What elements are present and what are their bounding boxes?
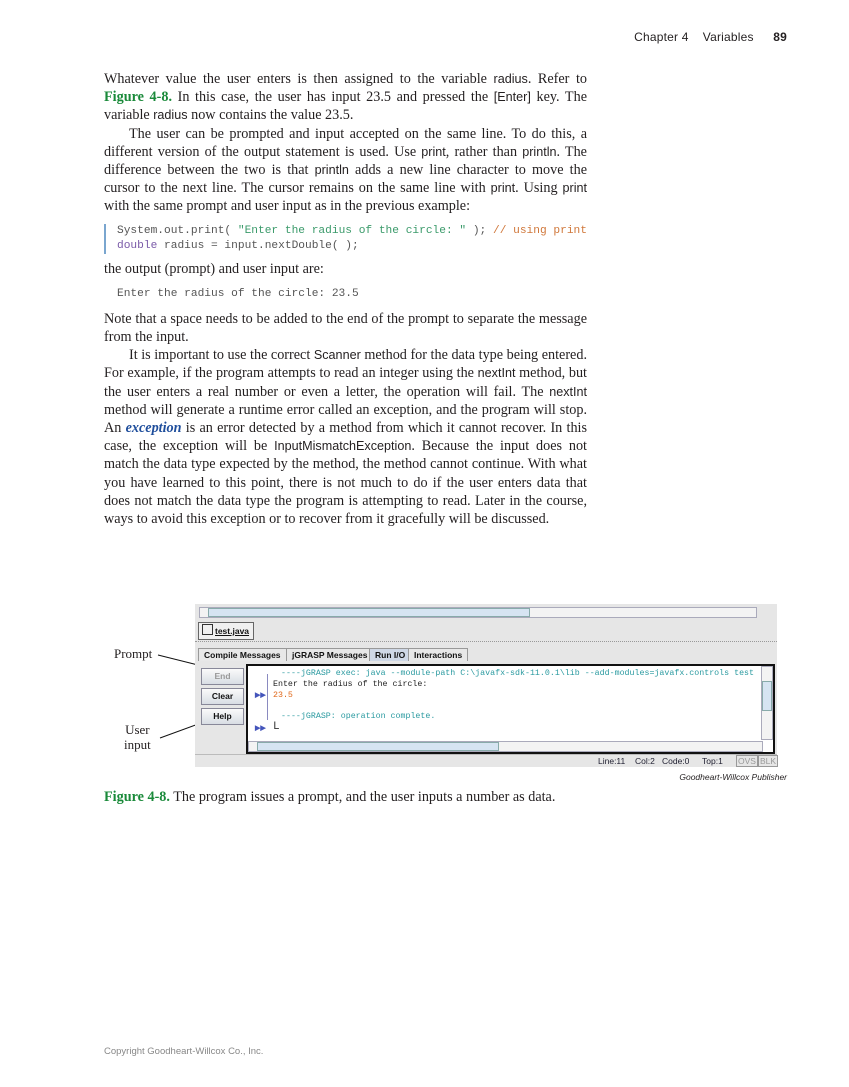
text-run: method for the data type being entered. For example, if the program attempts to read an integer using the: [104, 347, 587, 382]
text-run: , rather than: [445, 143, 523, 160]
text-run: method, but the user enters a real number or even a letter, the operation will fail. The: [104, 365, 587, 400]
text-run: . Because the input does not match the data type expected by the method, the method cannot continue. With what you have learned to this point, there is not much to do if the user enters data that does not match the data type the program is attempting to read. Later in the course, ways to avoid this exception or to recover from it gracefully will be discussed.: [104, 438, 587, 528]
code-text: System.out.print(: [117, 224, 238, 237]
callout-text: input: [124, 737, 151, 752]
status-col: Col:2: [635, 756, 655, 766]
figure-caption: [104, 789, 555, 806]
code-term: nextInt: [549, 384, 587, 399]
file-tab-test-java[interactable]: [198, 622, 254, 640]
text-run: In this case, the user has input 23.5 and pressed the: [172, 89, 494, 106]
text-run: with the same prompt and user input as in the previous example:: [104, 198, 471, 215]
caption-label: Figure 4-8.: [104, 789, 170, 805]
text-run: Note that a space needs to be added to the end of the prompt to separate the message from the input.: [104, 310, 587, 346]
text-run: method will generate a runtime error called an exception, and the program will stop. An: [104, 401, 587, 437]
code-term: nextInt: [477, 366, 516, 381]
horizontal-scrollbar[interactable]: [248, 741, 763, 752]
text-run: . The difference between the two is that: [104, 143, 587, 179]
code-term: print: [421, 144, 446, 159]
top-horizontal-scrollbar[interactable]: [199, 607, 757, 618]
page-number: 89: [773, 30, 787, 44]
code-term: InputMismatchException: [274, 439, 412, 454]
text-run: The user can be prompted and input accepted on the same line. To do this, a different version of the output statement is used. Use: [104, 125, 587, 160]
copyright-footer: Copyright Goodheart-Willcox Co., Inc.: [104, 1046, 264, 1057]
tab-compile-messages[interactable]: Compile Messages: [198, 648, 287, 661]
text-run: key. The variable: [104, 89, 587, 124]
key-term: exception: [125, 420, 182, 437]
code-text: );: [466, 224, 493, 237]
output-example: Enter the radius of the circle: 23.5: [117, 287, 359, 300]
code-term: radius: [493, 72, 528, 86]
code-term: print: [490, 181, 516, 196]
vertical-scrollbar[interactable]: [761, 666, 773, 740]
scrollbar-thumb[interactable]: [762, 681, 772, 711]
code-term: println: [314, 163, 349, 178]
status-bar: [195, 754, 777, 768]
tab-interactions[interactable]: Interactions: [408, 648, 468, 661]
text-run: . Refer to: [527, 71, 587, 87]
run-io-output-panel[interactable]: [246, 664, 775, 754]
input-marker-icon: ▶▶: [255, 692, 266, 699]
scrollbar-thumb[interactable]: [208, 608, 530, 617]
section-label: Variables: [702, 30, 754, 44]
code-keyword: double: [117, 239, 158, 252]
code-term: [Enter]: [493, 90, 531, 105]
output-bracket: [267, 674, 268, 720]
paragraph: the output (prompt) and user input are:: [104, 260, 324, 277]
code-string: "Enter the radius of the circle: ": [237, 224, 467, 237]
blk-indicator[interactable]: BLK: [760, 756, 777, 766]
ovs-indicator[interactable]: OVS: [738, 756, 756, 766]
text-run: It is important to use the correct: [129, 347, 314, 364]
input-line: 23.5: [273, 691, 293, 700]
scrollbar-thumb[interactable]: [257, 742, 499, 751]
tab-run-io[interactable]: Run I/O: [369, 648, 411, 661]
text-run: now contains the value 23.5.: [187, 107, 354, 124]
text-run: is an error detected by a method from which it cannot recover. In this case, the exception will be: [104, 420, 588, 455]
clear-button[interactable]: Clear: [201, 688, 244, 705]
file-tab-label: test.java: [215, 626, 250, 636]
end-button[interactable]: End: [201, 668, 244, 685]
code-term: radius: [153, 108, 188, 123]
java-file-icon: [202, 624, 213, 635]
exec-line: ----jGRASP exec: java --module-path C:\javafx-sdk-11.0.1\lib --add-modules=javafx.controls test: [281, 669, 754, 678]
text-cursor: L: [273, 721, 280, 733]
help-button[interactable]: Help: [201, 708, 244, 725]
text-run: . Using: [515, 180, 563, 197]
code-term: print: [562, 181, 588, 196]
status-top: Top:1: [702, 756, 723, 766]
chapter-label: Chapter 4: [634, 30, 689, 44]
jgrasp-screenshot: [195, 604, 777, 767]
callout-user-input: [124, 722, 151, 752]
prompt-line: Enter the radius of the circle:: [273, 680, 428, 689]
code-term: Scanner: [313, 348, 361, 363]
caption-text: The program issues a prompt, and the user inputs a number as data.: [169, 789, 556, 805]
tab-jgrasp-messages[interactable]: jGRASP Messages: [286, 648, 373, 661]
complete-line: ----jGRASP: operation complete.: [281, 712, 436, 721]
callout-text: User: [125, 722, 150, 737]
status-code: Code:0: [662, 756, 690, 766]
text-run: adds a new line character to move the cursor to the next line. The cursor remains on the same line with: [104, 162, 587, 197]
split-divider[interactable]: [195, 641, 777, 642]
code-text: radius = input.nextDouble( );: [157, 239, 359, 252]
code-comment: // using print: [492, 224, 587, 237]
callout-prompt: Prompt: [114, 646, 153, 661]
code-term: println: [522, 144, 557, 159]
figure-reference: Figure 4-8.: [104, 89, 172, 106]
text-run: Whatever value the user enters is then assigned to the variable: [104, 71, 494, 87]
figure-credit: Goodheart-Willcox Publisher: [679, 772, 787, 782]
status-line: Line:11: [598, 756, 626, 766]
input-marker-icon: ▶▶: [255, 725, 266, 732]
